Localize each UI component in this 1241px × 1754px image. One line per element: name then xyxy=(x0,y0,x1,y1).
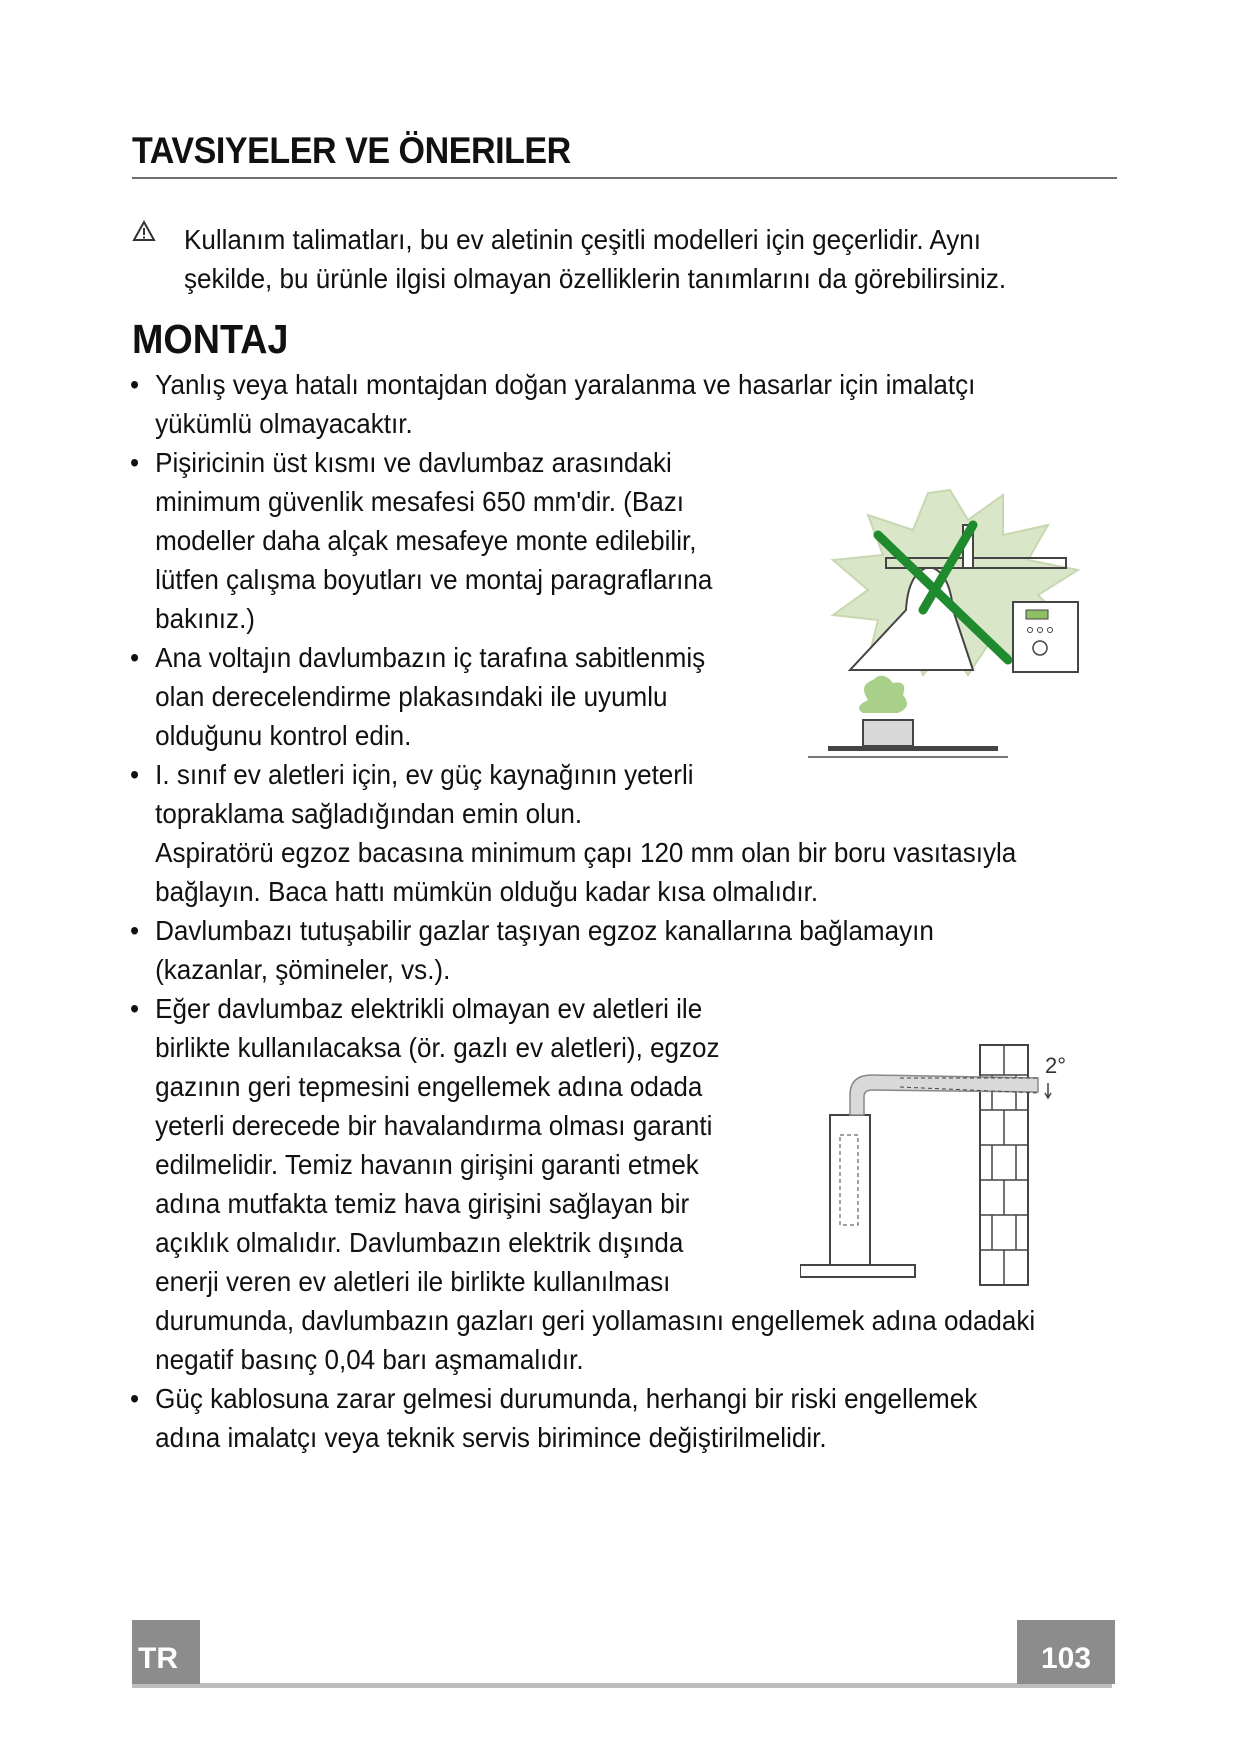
list-item-text: yükümlü olmayacaktır. xyxy=(155,408,413,439)
language-badge: TR xyxy=(132,1620,200,1684)
list-item-text: birlikte kullanılacaksa (ör. gazlı ev aletleri), egzoz xyxy=(155,1032,720,1063)
list-item-text: Yanlış veya hatalı montajdan doğan yaralanma ve hasarlar için imalatçı xyxy=(155,369,976,400)
list-item-continuation xyxy=(130,950,1060,989)
list-item-text: I. sınıf ev aletleri için, ev güç kaynağının yeterli xyxy=(155,759,694,790)
list-item-text: negatif basınç 0,04 barı aşmamalıdır. xyxy=(155,1344,584,1375)
list-item-text: olduğunu kontrol edin. xyxy=(155,720,412,751)
list-item xyxy=(130,989,1060,1028)
list-item-text: edilmelidir. Temiz havanın girişini garanti etmek xyxy=(155,1149,699,1180)
bullet: • xyxy=(130,759,140,790)
list-item-text: durumunda, davlumbazın gazları geri yollamasını engellemek adına odadaki xyxy=(155,1305,1036,1336)
list-item-text: yeterli derecede bir havalandırma olması garanti xyxy=(155,1110,713,1141)
slope-angle-label: 2° xyxy=(1045,1053,1067,1078)
list-item xyxy=(130,365,1060,404)
boiler-display xyxy=(1026,610,1048,619)
warning-text xyxy=(184,220,1049,298)
bullet: • xyxy=(130,369,140,400)
list-item-continuation xyxy=(130,1340,1060,1379)
slope-arrow xyxy=(1045,1083,1051,1098)
warning-line: şekilde, bu ürünle ilgisi olmayan özelliklerin tanımlarını da görebilirsiniz. xyxy=(184,263,1007,294)
list-item-text: minimum güvenlik mesafesi 650 mm'dir. (Bazı xyxy=(155,486,684,517)
warning-line: Kullanım talimatları, bu ev aletinin çeşitli modelleri için geçerlidir. Aynı xyxy=(184,224,981,255)
cooktop xyxy=(828,746,998,751)
list-item-continuation xyxy=(130,1418,1060,1457)
cooking-pot xyxy=(863,720,913,746)
warning-triangle-icon xyxy=(132,220,156,242)
list-item xyxy=(130,1379,1060,1418)
steam-cloud xyxy=(859,676,907,713)
list-item xyxy=(130,443,1060,482)
list-item xyxy=(130,911,1060,950)
bullet: • xyxy=(130,993,140,1024)
title-divider xyxy=(132,177,1117,179)
hood-chimney-column xyxy=(830,1115,870,1265)
list-item-text: topraklama sağladığından emin olun. xyxy=(155,798,583,829)
list-item-text: enerji veren ev aletleri ile birlikte kullanılması xyxy=(155,1266,671,1297)
list-item-text: lütfen çalışma boyutları ve montaj paragraflarına xyxy=(155,564,713,595)
list-item-continuation xyxy=(130,872,1060,911)
list-item-text: olan derecelendirme plakasındaki ile uyumlu xyxy=(155,681,668,712)
bullet: • xyxy=(130,447,140,478)
bullet: • xyxy=(130,1383,140,1414)
list-item-text: Ana voltajın davlumbazın iç tarafına sabitlenmiş xyxy=(155,642,706,673)
list-item-text: adına imalatçı veya teknik servis birimince değiştirilmelidir. xyxy=(155,1422,827,1453)
list-item-text: Davlumbazı tutuşabilir gazlar taşıyan egzoz kanallarına bağlamayın xyxy=(155,915,934,946)
list-item-text: gazının geri tepmesini engellemek adına odada xyxy=(155,1071,703,1102)
list-item-continuation xyxy=(130,404,1060,443)
hood-flame-prohibited-illustration xyxy=(808,485,1092,763)
footer-divider xyxy=(132,1683,1112,1688)
bullet: • xyxy=(130,642,140,673)
list-item-text: Pişiricinin üst kısmı ve davlumbaz arasındaki xyxy=(155,447,672,478)
list-item-text: Aspiratörü egzoz bacasına minimum çapı 120 mm olan bir boru vasıtasıyla xyxy=(155,837,1017,868)
list-item-text: adına mutfakta temiz hava girişini sağlayan bir xyxy=(155,1188,690,1219)
hood-canopy xyxy=(800,1265,915,1277)
bullet: • xyxy=(130,915,140,946)
list-item-text: modeller daha alçak mesafeye monte edilebilir, xyxy=(155,525,697,556)
duct-slope-illustration xyxy=(800,1035,1100,1295)
section-title: MONTAJ xyxy=(132,316,289,362)
page-title: TAVSIYELER VE ÖNERILER xyxy=(132,130,571,171)
page-number: 103 xyxy=(1017,1620,1115,1684)
list-item-continuation xyxy=(130,1301,1060,1340)
list-item-text: bakınız.) xyxy=(155,603,255,634)
list-item-text: açıklık olmalıdır. Davlumbazın elektrik dışında xyxy=(155,1227,684,1258)
list-item-continuation xyxy=(130,794,1060,833)
list-item-text: Güç kablosuna zarar gelmesi durumunda, herhangi bir riski engellemek xyxy=(155,1383,978,1414)
list-item-text: Eğer davlumbaz elektrikli olmayan ev aletleri ile xyxy=(155,993,703,1024)
list-item-continuation xyxy=(130,833,1060,872)
list-item-text: bağlayın. Baca hattı mümkün olduğu kadar kısa olmalıdır. xyxy=(155,876,819,907)
list-item-text: (kazanlar, şömineler, vs.). xyxy=(155,954,451,985)
